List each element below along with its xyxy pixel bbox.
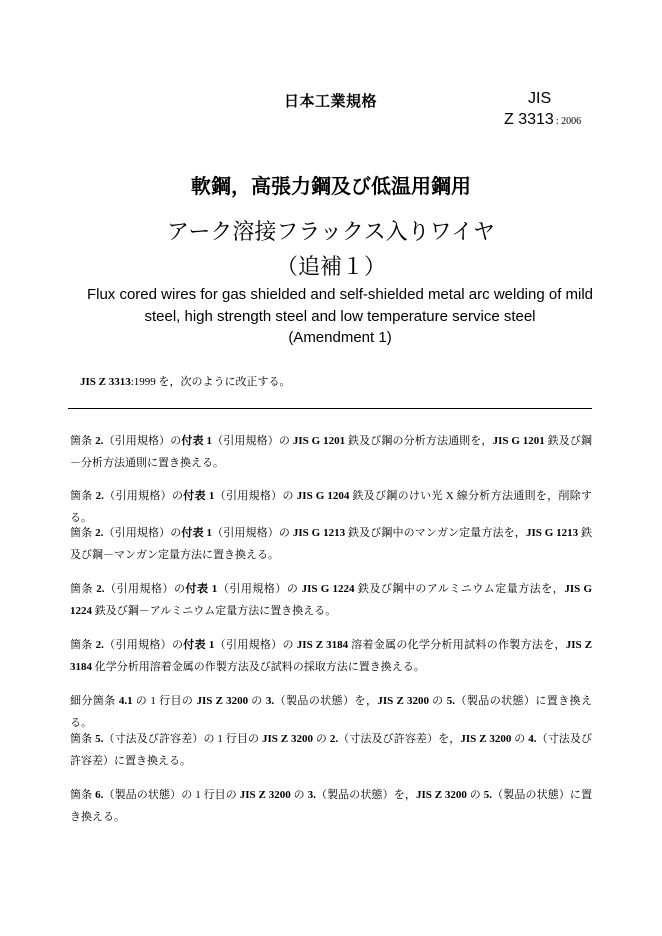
title-ja-line3: （追補１） bbox=[275, 254, 386, 279]
intro-code: JIS Z 3313 bbox=[80, 376, 131, 388]
title-en-line3: (Amendment 1) bbox=[288, 329, 392, 346]
amendment-paragraph-6: 細分箇条 4.1 の 1 行目の JIS Z 3200 の 3.（製品の状態）を，JIS Z 3200 の 5.（製品の状態）に置き換える。 bbox=[70, 695, 593, 729]
title-en-line1: Flux cored wires for gas shielded and self-shielded metal arc welding of mild bbox=[86, 286, 594, 303]
standard-number bbox=[504, 111, 581, 129]
amendment-paragraph-1: 箇条 2.（引用規格）の付表 1（引用規格）の JIS G 1201 鉄及び鋼の分析方法通則を，JIS G 1201 鉄及び鋼－分析方法通則に置き換える。 bbox=[70, 435, 593, 469]
amendment-paragraph-7: 箇条 5.（寸法及び許容差）の 1 行目の JIS Z 3200 の 2.（寸法及び許容差）を，JIS Z 3200 の 4.（寸法及び許容差）に置き換える。 bbox=[70, 733, 593, 767]
standard-number-text: Z 3313 bbox=[504, 111, 554, 128]
standard-year: : 2006 bbox=[555, 116, 582, 127]
amendment-paragraph-3: 箇条 2.（引用規格）の付表 1（引用規格）の JIS G 1213 鉄及び鋼中のマンガン定量方法を，JIS G 1213 鉄及び鋼－マンガン定量方法に置き換える。 bbox=[70, 527, 593, 561]
amendment-paragraph-5: 箇条 2.（引用規格）の付表 1（引用規格）の JIS Z 3184 溶着金属の化学分析用試料の作製方法を，JIS Z 3184 化学分析用溶着金属の作製方法及び試料の採取方法に置き換える。 bbox=[70, 639, 593, 673]
title-ja-line1: 軟鋼，高張力鋼及び低温用鋼用 bbox=[191, 176, 471, 198]
title-en-line2: steel, high strength steel and low temperature service steel bbox=[144, 308, 536, 325]
intro-statement bbox=[80, 373, 291, 389]
amendment-paragraph-4: 箇条 2.（引用規格）の付表 1（引用規格）の JIS G 1224 鉄及び鋼中のアルミニウム定量方法を，JIS G 1224 鉄及び鋼－アルミニウム定量方法に置き換える。 bbox=[70, 583, 593, 617]
intro-text: :1999 を，次のように改正する。 bbox=[130, 376, 291, 388]
amendment-paragraph-2: 箇条 2.（引用規格）の付表 1（引用規格）の JIS G 1204 鉄及び鋼のけい光 X 線分析方法通則を，削除する。 bbox=[70, 490, 593, 524]
title-ja-line2: アーク溶接フラックス入りワイヤ bbox=[166, 219, 496, 244]
jis-label: JIS bbox=[528, 90, 552, 107]
divider-line bbox=[68, 408, 592, 409]
amendment-paragraph-8: 箇条 6.（製品の状態）の 1 行目の JIS Z 3200 の 3.（製品の状態）を，JIS Z 3200 の 5.（製品の状態）に置き換える。 bbox=[70, 789, 593, 823]
organization-label: 日本工業規格 bbox=[284, 93, 378, 110]
